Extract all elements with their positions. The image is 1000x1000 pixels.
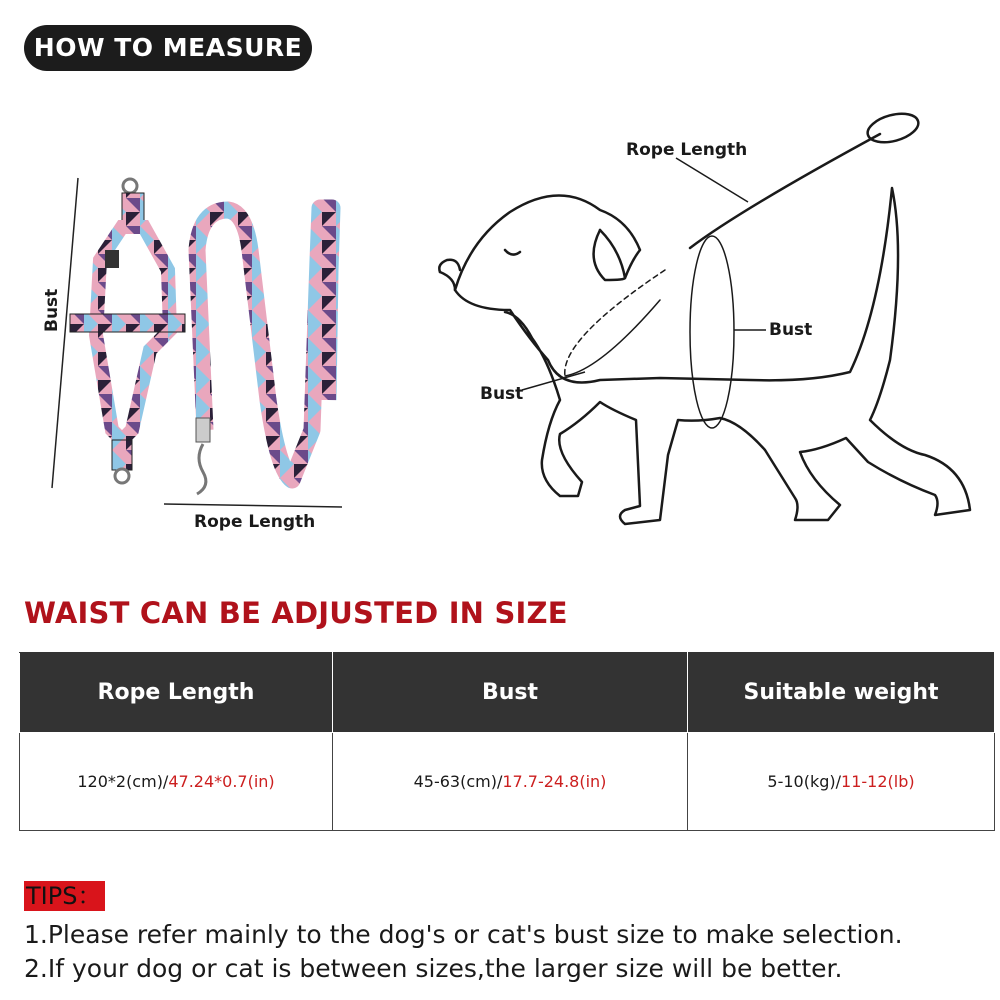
dog-outline (439, 109, 970, 524)
measure-figure (0, 100, 1000, 560)
leash-image (164, 208, 342, 507)
column-header-rope-length: Rope Length (20, 653, 333, 733)
harness-bust-label: Bust (42, 288, 62, 332)
column-header-bust: Bust (333, 653, 688, 733)
tip-item-2: 2.If your dog or cat is between sizes,the larger size will be better. (24, 954, 843, 983)
cell-imperial: 11-12(lb) (841, 772, 915, 791)
how-to-measure-badge: HOW TO MEASURE (24, 25, 312, 71)
cell-bust (333, 733, 688, 831)
measure-illustration (0, 100, 1000, 560)
cell-suitable-weight (688, 733, 995, 831)
cell-rope-length (20, 733, 333, 831)
tip-item-1: 1.Please refer mainly to the dog's or cat's bust size to make selection. (24, 920, 903, 949)
dog-rope-length-label: Rope Length (626, 140, 748, 160)
column-header-suitable-weight: Suitable weight (688, 653, 995, 733)
table-header-row (20, 653, 995, 733)
cell-metric: 45-63(cm)/ (413, 772, 503, 791)
dog-bust-left-label: Bust (480, 384, 524, 404)
cell-imperial: 47.24*0.7(in) (168, 772, 275, 791)
dog-bust-right-label: Bust (769, 320, 813, 340)
cell-metric: 5-10(kg)/ (767, 772, 842, 791)
harness-rope-length-label: Rope Length (194, 512, 316, 532)
size-table (19, 652, 995, 831)
table-row (20, 733, 995, 831)
section-title: WAIST CAN BE ADJUSTED IN SIZE (24, 596, 568, 630)
tips-label: TIPS： (24, 881, 105, 911)
harness-image (52, 178, 185, 488)
cell-metric: 120*2(cm)/ (77, 772, 169, 791)
cell-imperial: 17.7-24.8(in) (502, 772, 607, 791)
